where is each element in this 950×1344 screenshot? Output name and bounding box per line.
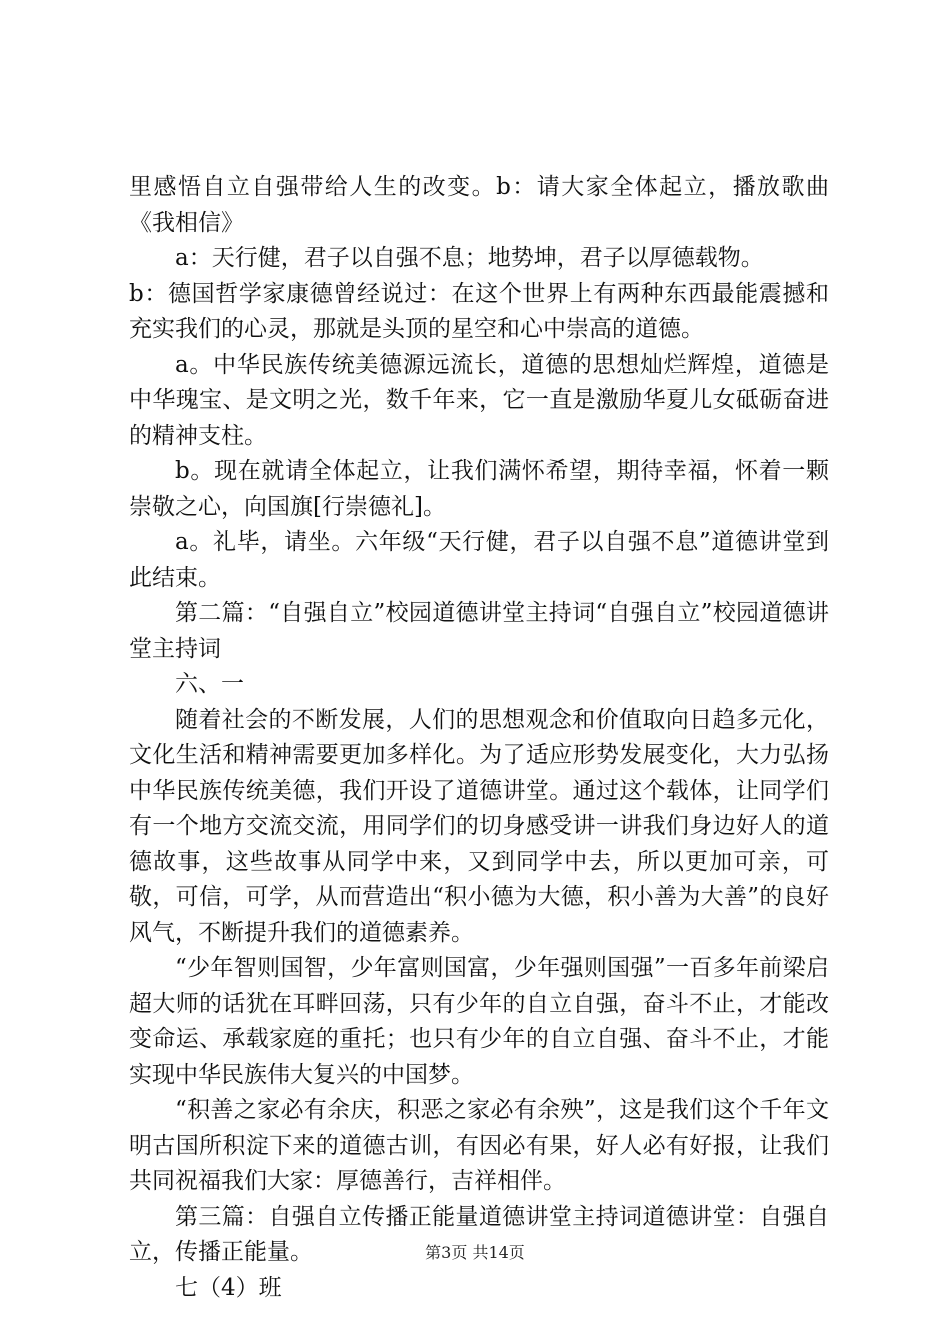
document-body bbox=[129, 170, 829, 1306]
paragraph: “积善之家必有余庆，积恶之家必有余殃”，这是我们这个千年文明古国所积淀下来的道德古训，有因必有果，好人必有好报，让我们共同祝福我们大家：厚德善行，吉祥相伴。 bbox=[129, 1097, 829, 1194]
paragraph: b。现在就请全体起立，让我们满怀希望，期待幸福，怀着一颗崇敬之心，向国旗[行崇德礼]。 bbox=[129, 458, 829, 520]
paragraph: 里感悟自立自强带给人生的改变。b：请大家全体起立，播放歌曲《我相信》 bbox=[129, 174, 829, 236]
paragraph: 七（4）班 bbox=[175, 1274, 282, 1301]
section-heading: 第二篇：“自强自立”校园道德讲堂主持词“自强自立”校园道德讲堂主持词 bbox=[129, 600, 829, 662]
page-number: 第3页 共14页 bbox=[425, 1243, 525, 1262]
paragraph: 六、一 bbox=[175, 671, 244, 697]
section-heading: 第三篇：自强自立传播正能量道德讲堂主持词道德讲堂：自强自立，传播正能量。 bbox=[129, 1203, 829, 1265]
paragraph: a：天行健，君子以自强不息；地势坤，君子以厚德载物。 bbox=[175, 245, 764, 271]
paragraph: b：德国哲学家康德曾经说过：在这个世界上有两种东西最能震撼和充实我们的心灵，那就是头顶的星空和心中崇高的道德。 bbox=[129, 280, 829, 342]
paragraph: a。礼毕，请坐。六年级“天行健，君子以自强不息”道德讲堂到此结束。 bbox=[129, 529, 829, 591]
paragraph: 随着社会的不断发展，人们的思想观念和价值取向日趋多元化，文化生活和精神需要更加多样化。为了适应形势发展变化，大力弘扬中华民族传统美德，我们开设了道德讲堂。通过这个载体，让同学们有一个地方交流交流，用同学们的切身感受讲一讲我们身边好人的道德故事，这些故事从同学中来，又到同学中去，所以更加可亲，可敬，可信，可学，从而营造出“积小德为大德，积小善为大善”的良好风气，不断提升我们的道德素养。 bbox=[129, 706, 829, 946]
paragraph: “少年智则国智，少年富则国富，少年强则国强”一百多年前梁启超大师的话犹在耳畔回荡，只有少年的自立自强，奋斗不止，才能改变命运、承载家庭的重托；也只有少年的自立自强、奋斗不止，才能实现中华民族伟大复兴的中国梦。 bbox=[129, 955, 829, 1088]
paragraph: a。中华民族传统美德源远流长，道德的思想灿烂辉煌，道德是中华瑰宝、是文明之光，数千年来，它一直是激励华夏儿女砥砺奋进的精神支柱。 bbox=[129, 351, 829, 449]
